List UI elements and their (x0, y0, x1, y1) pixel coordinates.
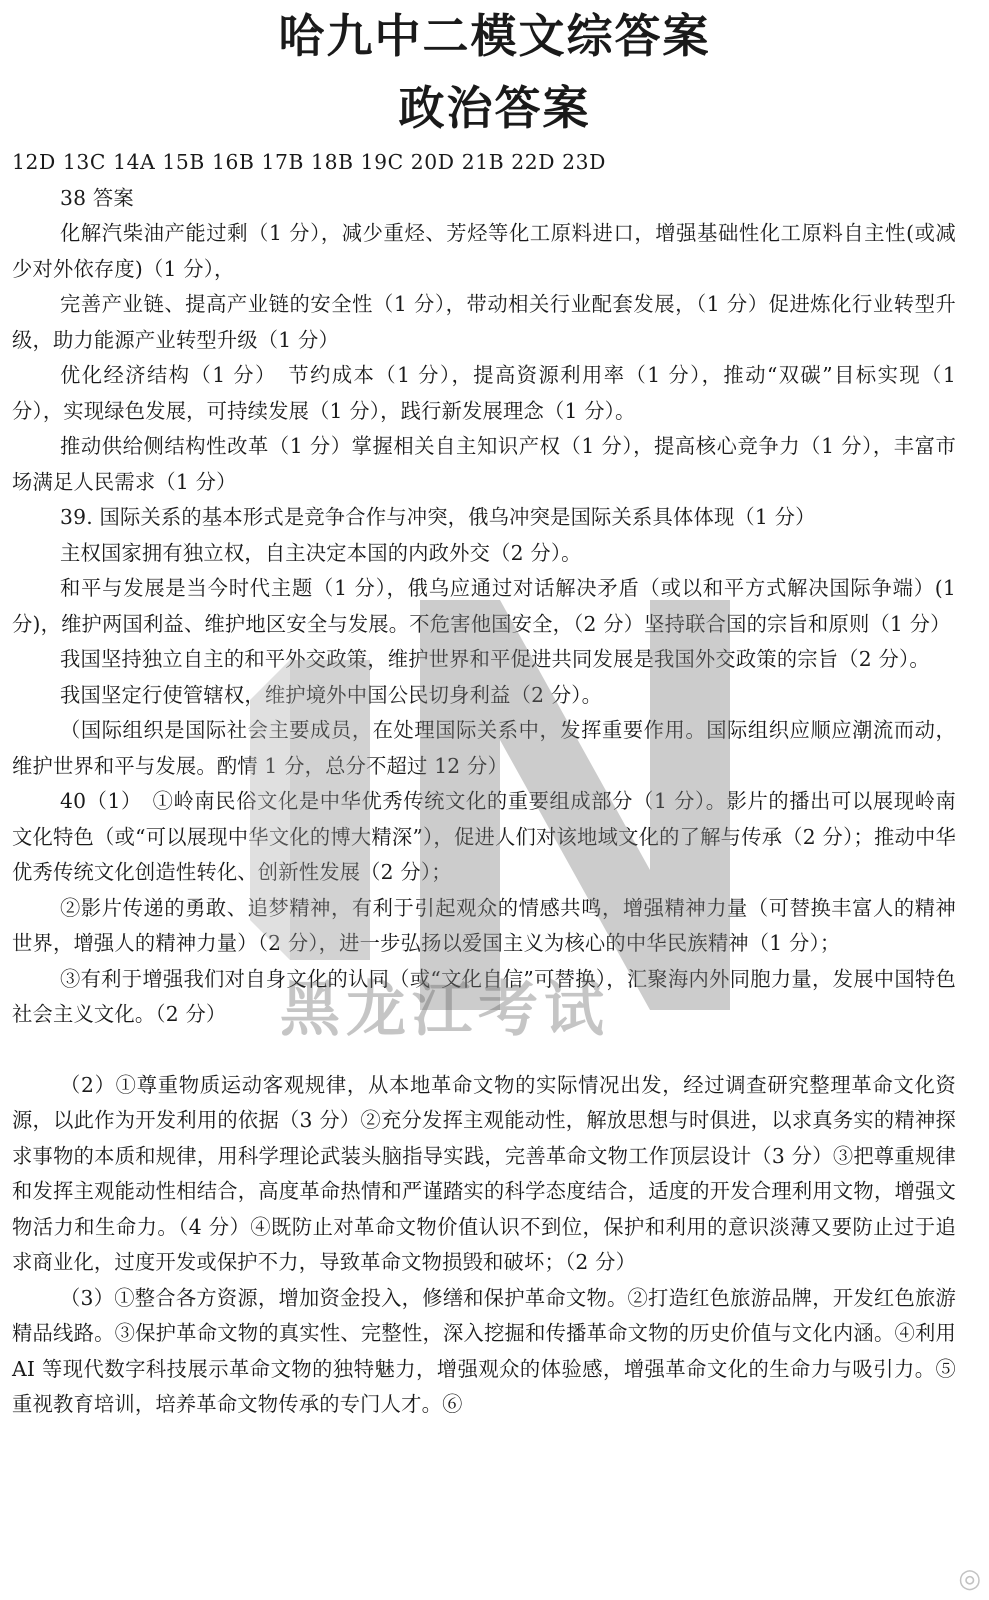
q39-paragraph-4: 我国坚持独立自主的和平外交政策，维护世界和平促进共同发展是我国外交政策的宗旨（2 分）。 (60, 647, 930, 671)
q39-paragraph-6: （国际组织是国际社会主要成员，在处理国际关系中，发挥重要作用。国际组织应顺应潮流而动，维护世界和平与发展。酌情 1 分，总分不超过 12 分） (12, 718, 956, 778)
document-title: 哈九中二模文综答案 (278, 9, 711, 63)
q39-paragraph-1: 39. 国际关系的基本形式是竞争合作与冲突，俄乌冲突是国际关系具体体现（1 分） (60, 505, 816, 529)
q40-part2: （2）①尊重物质运动客观规律，从本地革命文物的实际情况出发，经过调查研究整理革命文化资源，以此作为开发利用的依据（3 分）②充分发挥主观能动性，解放思想与时俱进，以求真务实的精神探求事物的本质和规律，用科学理论武装头脑指导实践，完善革命文物工作顶层设计（3 分）③把尊重规律和发挥主观能动性相结合，高度革命热情和严谨踏实的科学态度结合，适度的开发合理利用文物，增强文物活力和生命力。（4 分）④既防止对革命文物价值认识不到位，保护和利用的意识淡薄又要防止过于追求商业化，过度开发或保护不力，导致革命文物损毁和破坏；（2 分） (12, 1072, 956, 1274)
q39-paragraph-5: 我国坚定行使管辖权，维护境外中国公民切身利益（2 分）。 (60, 682, 603, 707)
q38-paragraph-1: 化解汽柴油产能过剩（1 分），减少重烃、芳烃等化工原料进口，增强基础性化工原料自主性(或减少对外依存度)（1 分）， (12, 221, 956, 281)
q40-part1-item1: 40（1） ①岭南民俗文化是中华优秀传统文化的重要组成部分（1 分）。影片的播出可以展现岭南文化特色（或“可以展现中华文化的博大精深”），促进人们对该地域文化的了解与传承（2 分）；推动中华优秀传统文化创造性转化、创新性发展（2 分）； (12, 789, 956, 884)
q38-paragraph-2: 完善产业链、提高产业链的安全性（1 分），带动相关行业配套发展，（1 分）促进炼化行业转型升级，助力能源产业转型升级（1 分） (12, 292, 956, 352)
document-subtitle: 政治答案 (398, 81, 591, 135)
multiple-choice-answers: 12D 13C 14A 15B 16B 17B 18B 19C 20D 21B 22D 23D (12, 150, 607, 174)
corner-watermark-icon: ◎ (958, 1564, 981, 1594)
q38-paragraph-4: 推动供给侧结构性改革（1 分）掌握相关自主知识产权（1 分），提高核心竞争力（1 分），丰富市场满足人民需求（1 分） (12, 434, 956, 494)
q39-paragraph-2: 主权国家拥有独立权，自主决定本国的内政外交（2 分）。 (60, 540, 582, 565)
watermark-text: 黑龙江考试 (280, 975, 610, 1045)
q40-part1-item2: ②影片传递的勇敢、追梦精神，有利于引起观众的情感共鸣，增强精神力量（可替换丰富人的精神世界，增强人的精神力量）（2 分），进一步弘扬以爱国主义为核心的中华民族精神（1 分）； (12, 895, 956, 955)
q39-paragraph-3: 和平与发展是当今时代主题（1 分），俄乌应通过对话解决矛盾（或以和平方式解决国际争端）(1 分)，维护两国利益、维护地区安全与发展。不危害他国安全，（2 分）坚持联合国的宗旨和原则（1 分） (12, 576, 956, 636)
q40-part3: （3）①整合各方资源，增加资金投入，修缮和保护革命文物。②打造红色旅游品牌，开发红色旅游精品线路。③保护革命文物的真实性、完整性，深入挖掘和传播革命文物的历史价值与文化内涵。④利用 AI 等现代数字科技展示革命文物的独特魅力，增强观众的体验感，增强革命文化的生命力与吸引力。⑤重视教育培训，培养革命文物传承的专门人才。⑥ (12, 1285, 956, 1416)
q38-heading: 38 答案 (60, 185, 134, 210)
q38-paragraph-3: 优化经济结构（1 分） 节约成本（1 分），提高资源利用率（1 分），推动“双碳”目标实现（1 分），实现绿色发展，可持续发展（1 分），践行新发展理念（1 分）。 (12, 363, 956, 423)
q40-part1-item3: ③有利于增强我们对自身文化的认同（或“文化自信”可替换），汇聚海内外同胞力量，发展中国特色社会主义文化。（2 分） (12, 966, 956, 1026)
answer-content (12, 145, 956, 1423)
section-gap (12, 1033, 956, 1068)
